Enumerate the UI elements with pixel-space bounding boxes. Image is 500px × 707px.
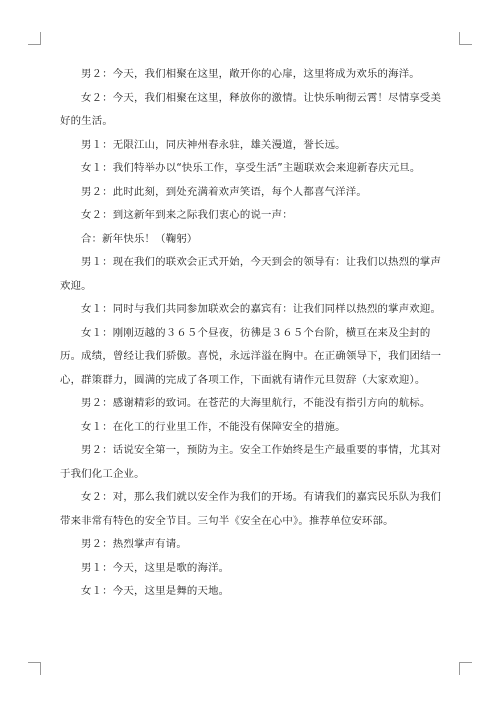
document-body — [60, 63, 443, 604]
page-corner-mark-bottom-left — [28, 662, 41, 675]
dialogue-paragraph: 女１：今天，这里是舞的天地。 — [81, 585, 230, 597]
dialogue-paragraph: 女２：对，那么我们就以安全作为我们的开场。有请我们的嘉宾民乐队为我们带来非常有特色的安全节目。三句半《安全在心中》。推荐单位安环部。 — [60, 491, 442, 527]
dialogue-paragraph: 男１：现在我们的联欢会正式开始，今天到会的领导有：让我们以热烈的掌声欢迎。 — [60, 256, 442, 292]
dialogue-paragraph: 男１：无限江山，同庆神州春永驻，雄关漫道，誉长远。 — [81, 138, 346, 151]
dialogue-paragraph: 女１：在化工的行业里工作，不能没有保障安全的措施。 — [81, 420, 346, 433]
dialogue-paragraph: 男２：话说安全第一，预防为主。安全工作始终是生产最重要的事情，尤其对于我们化工企业。 — [60, 444, 442, 480]
dialogue-paragraph: 男１：今天，这里是歌的海洋。 — [81, 561, 230, 574]
dialogue-paragraph: 女２：到这新年到来之际我们衷心的说一声： — [81, 209, 293, 221]
page-corner-mark-bottom-right — [459, 662, 472, 675]
dialogue-paragraph: 男２：热烈掌声有请。 — [81, 538, 187, 550]
dialogue-paragraph: 男２：感谢精彩的致词。在苍茫的大海里航行，不能没有指引方向的航标。 — [81, 397, 431, 409]
dialogue-paragraph: 合：新年快乐！（鞠躬） — [81, 232, 198, 245]
dialogue-paragraph: 男２：此时此刻，到处充满着欢声笑语，每个人都喜气洋洋。 — [81, 185, 367, 198]
dialogue-paragraph: 男２：今天，我们相聚在这里，敞开你的心扉，这里将成为欢乐的海洋。 — [81, 68, 420, 80]
dialogue-paragraph: 女１：刚刚迈越的３６５个昼夜，彷彿是３６５个台阶，横亘在来及尘封的历。成绩，曾经让我们骄傲。喜悦，永远洋溢在胸中。在正确领导下，我们团结一心，群策群力，圆满的完成了各项工作，下面就有请作元旦贺辞（大家欢迎）。 — [60, 326, 442, 386]
dialogue-paragraph: 女２：今天，我们相聚在这里，释放你的激情。让快乐响彻云霄！尽情享受美好的生活。 — [60, 91, 442, 127]
dialogue-paragraph: 女１：同时与我们共同参加联欢会的嘉宾有：让我们同样以热烈的掌声欢迎。 — [81, 303, 442, 315]
page-corner-mark-top-right — [459, 32, 472, 45]
page-corner-mark-top-left — [28, 32, 41, 45]
dialogue-paragraph: 女１：我们特举办以“快乐工作，享受生活”主题联欢会来迎新春庆元旦。 — [81, 162, 421, 174]
